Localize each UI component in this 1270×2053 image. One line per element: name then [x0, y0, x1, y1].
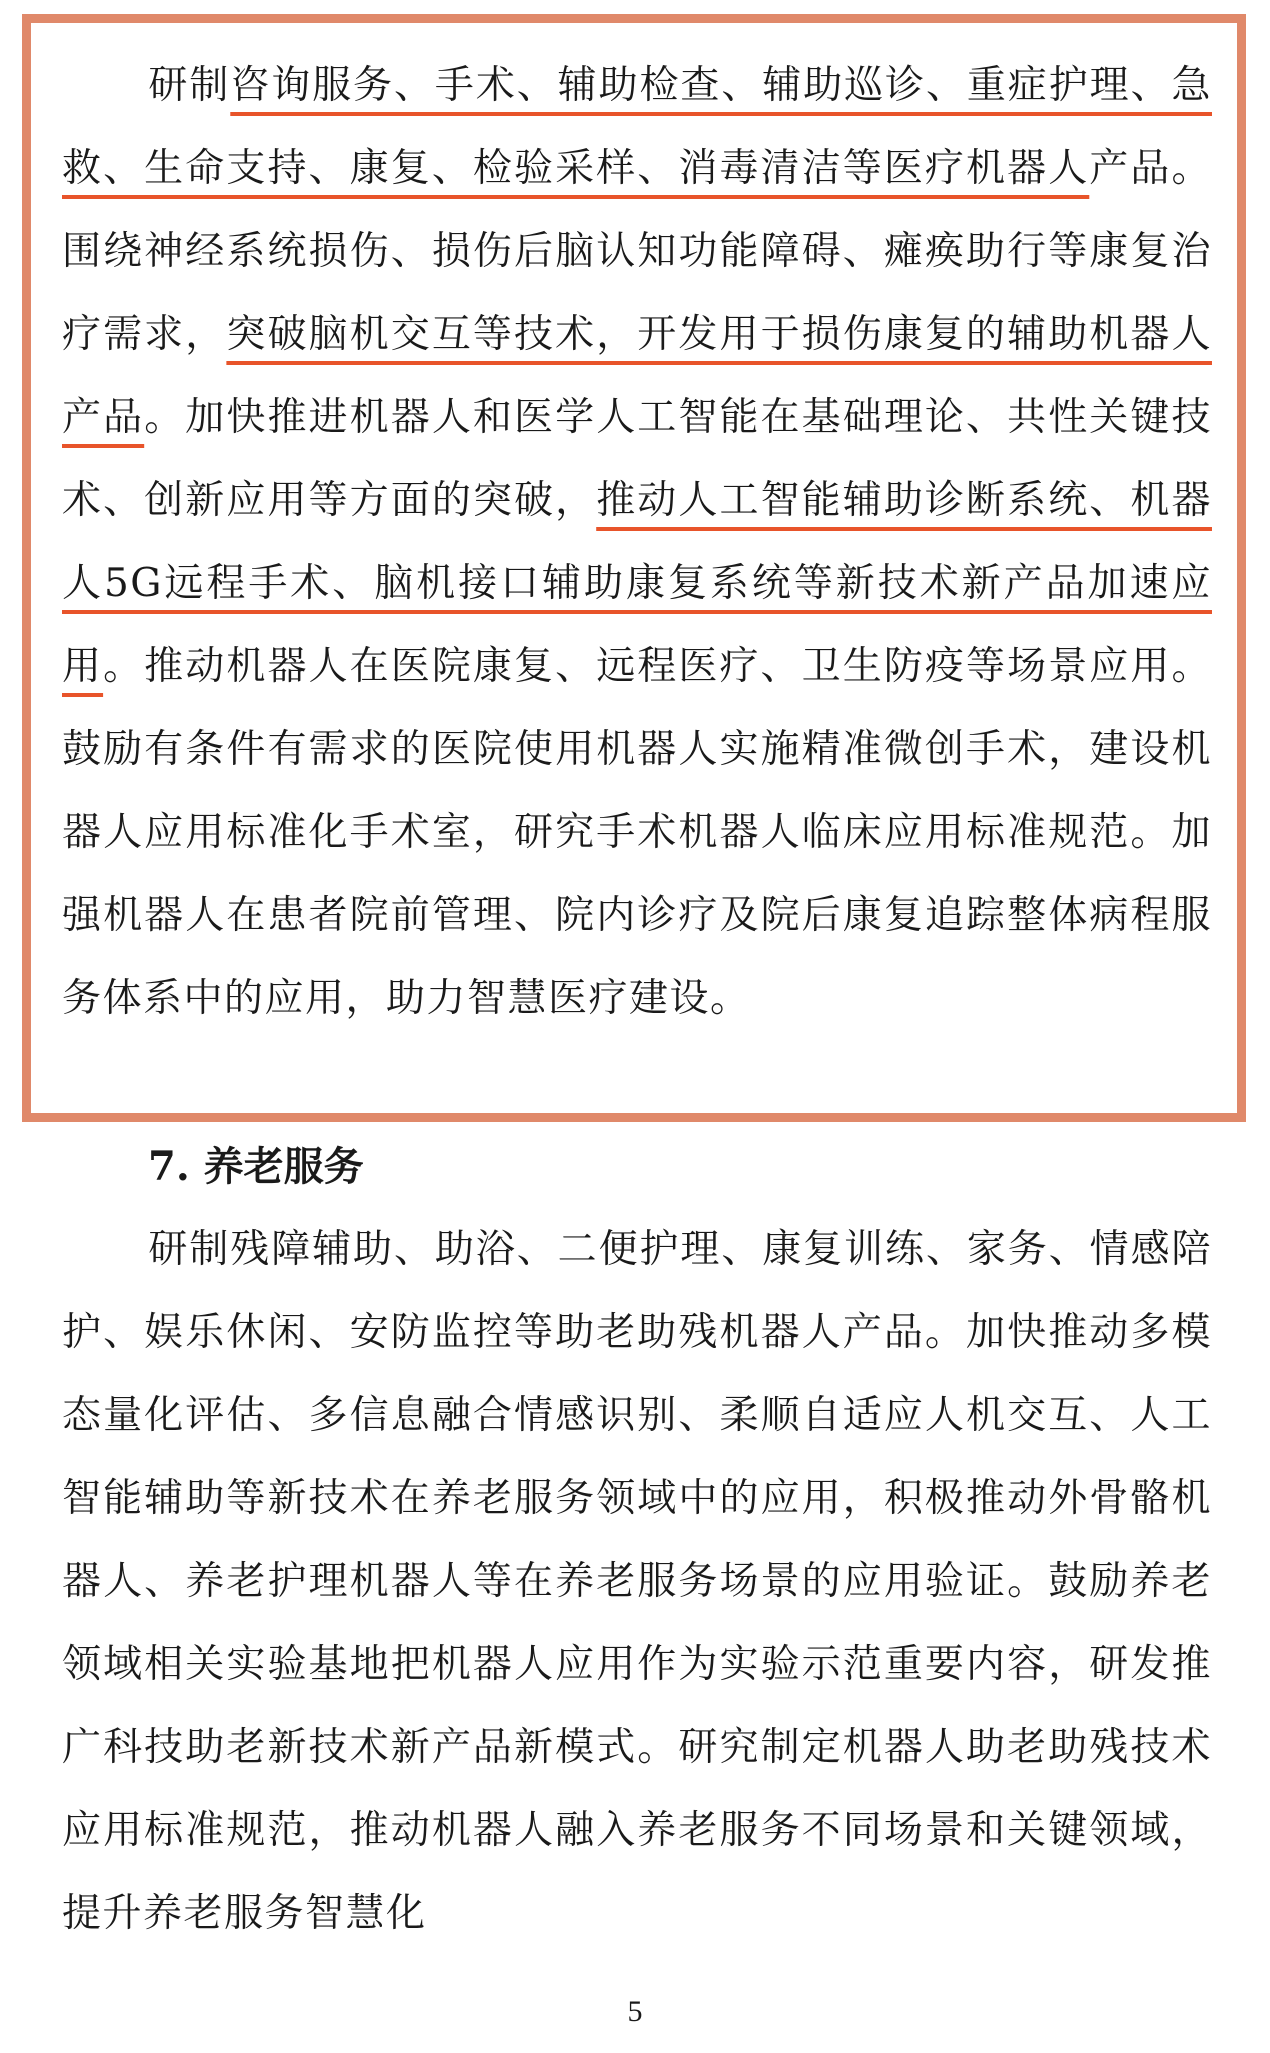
underlined-segment: 突破脑机交互等技术，开发用于损伤康复的辅助机器人产品 [62, 312, 1212, 440]
underlined-segment: 推动人工智能辅助诊断系统、机器人5G远程手术、脑机接口辅助康复系统等新技术新产品加速应用 [62, 478, 1212, 689]
paragraph-text: 研制残障辅助、助浴、二便护理、康复训练、家务、情感陪护、娱乐休闲、安防监控等助老助残机器人产品。加快推动多模态量化评估、多信息融合情感识别、柔顺自适应人机交互、人工智能辅助等新技术在养老服务领域中的应用，积极推动外骨骼机器人、养老护理机器人等在养老服务场景的应用验证。鼓励养老领域相关实验基地把机器人应用作为实验示范重要内容，研发推广科技助老新技术新产品新模式。研究制定机器人助老助残技术应用标准规范，推动机器人融入养老服务不同场景和关键领域，提升养老服务智慧化 [62, 1227, 1212, 1936]
text-segment: 。加快推进机器人和医学人工智能在基础理论、共性关键技术、创新应用等方面的突破， [62, 395, 1212, 523]
text-segment: 产品。围绕神经系统损伤、损伤后脑认知功能障碍、瘫痪助行等康复治疗需求， [62, 146, 1212, 357]
paragraph-medical-robots [62, 44, 1212, 1040]
text-segment: 。推动机器人在医院康复、远程医疗、卫生防疫等场景应用。鼓励有条件有需求的医院使用机器人实施精准微创手术，建设机器人应用标准化手术室，研究手术机器人临床应用标准规范。加强机器人在患者院前管理、院内诊疗及院后康复追踪整体病程服务体系中的应用，助力智慧医疗建设。 [62, 644, 1212, 1021]
page-number: 5 [627, 1995, 643, 2028]
underlined-segment: 咨询服务、手术、辅助检查、辅助巡诊、重症护理、急救、生命支持、康复、检验采样、消毒清洁等医疗机器人 [62, 63, 1212, 191]
section-heading: 7. 养老服务 [148, 1143, 364, 1190]
paragraph-elderly-care [62, 1208, 1212, 1955]
text-segment: 研制 [148, 63, 231, 108]
